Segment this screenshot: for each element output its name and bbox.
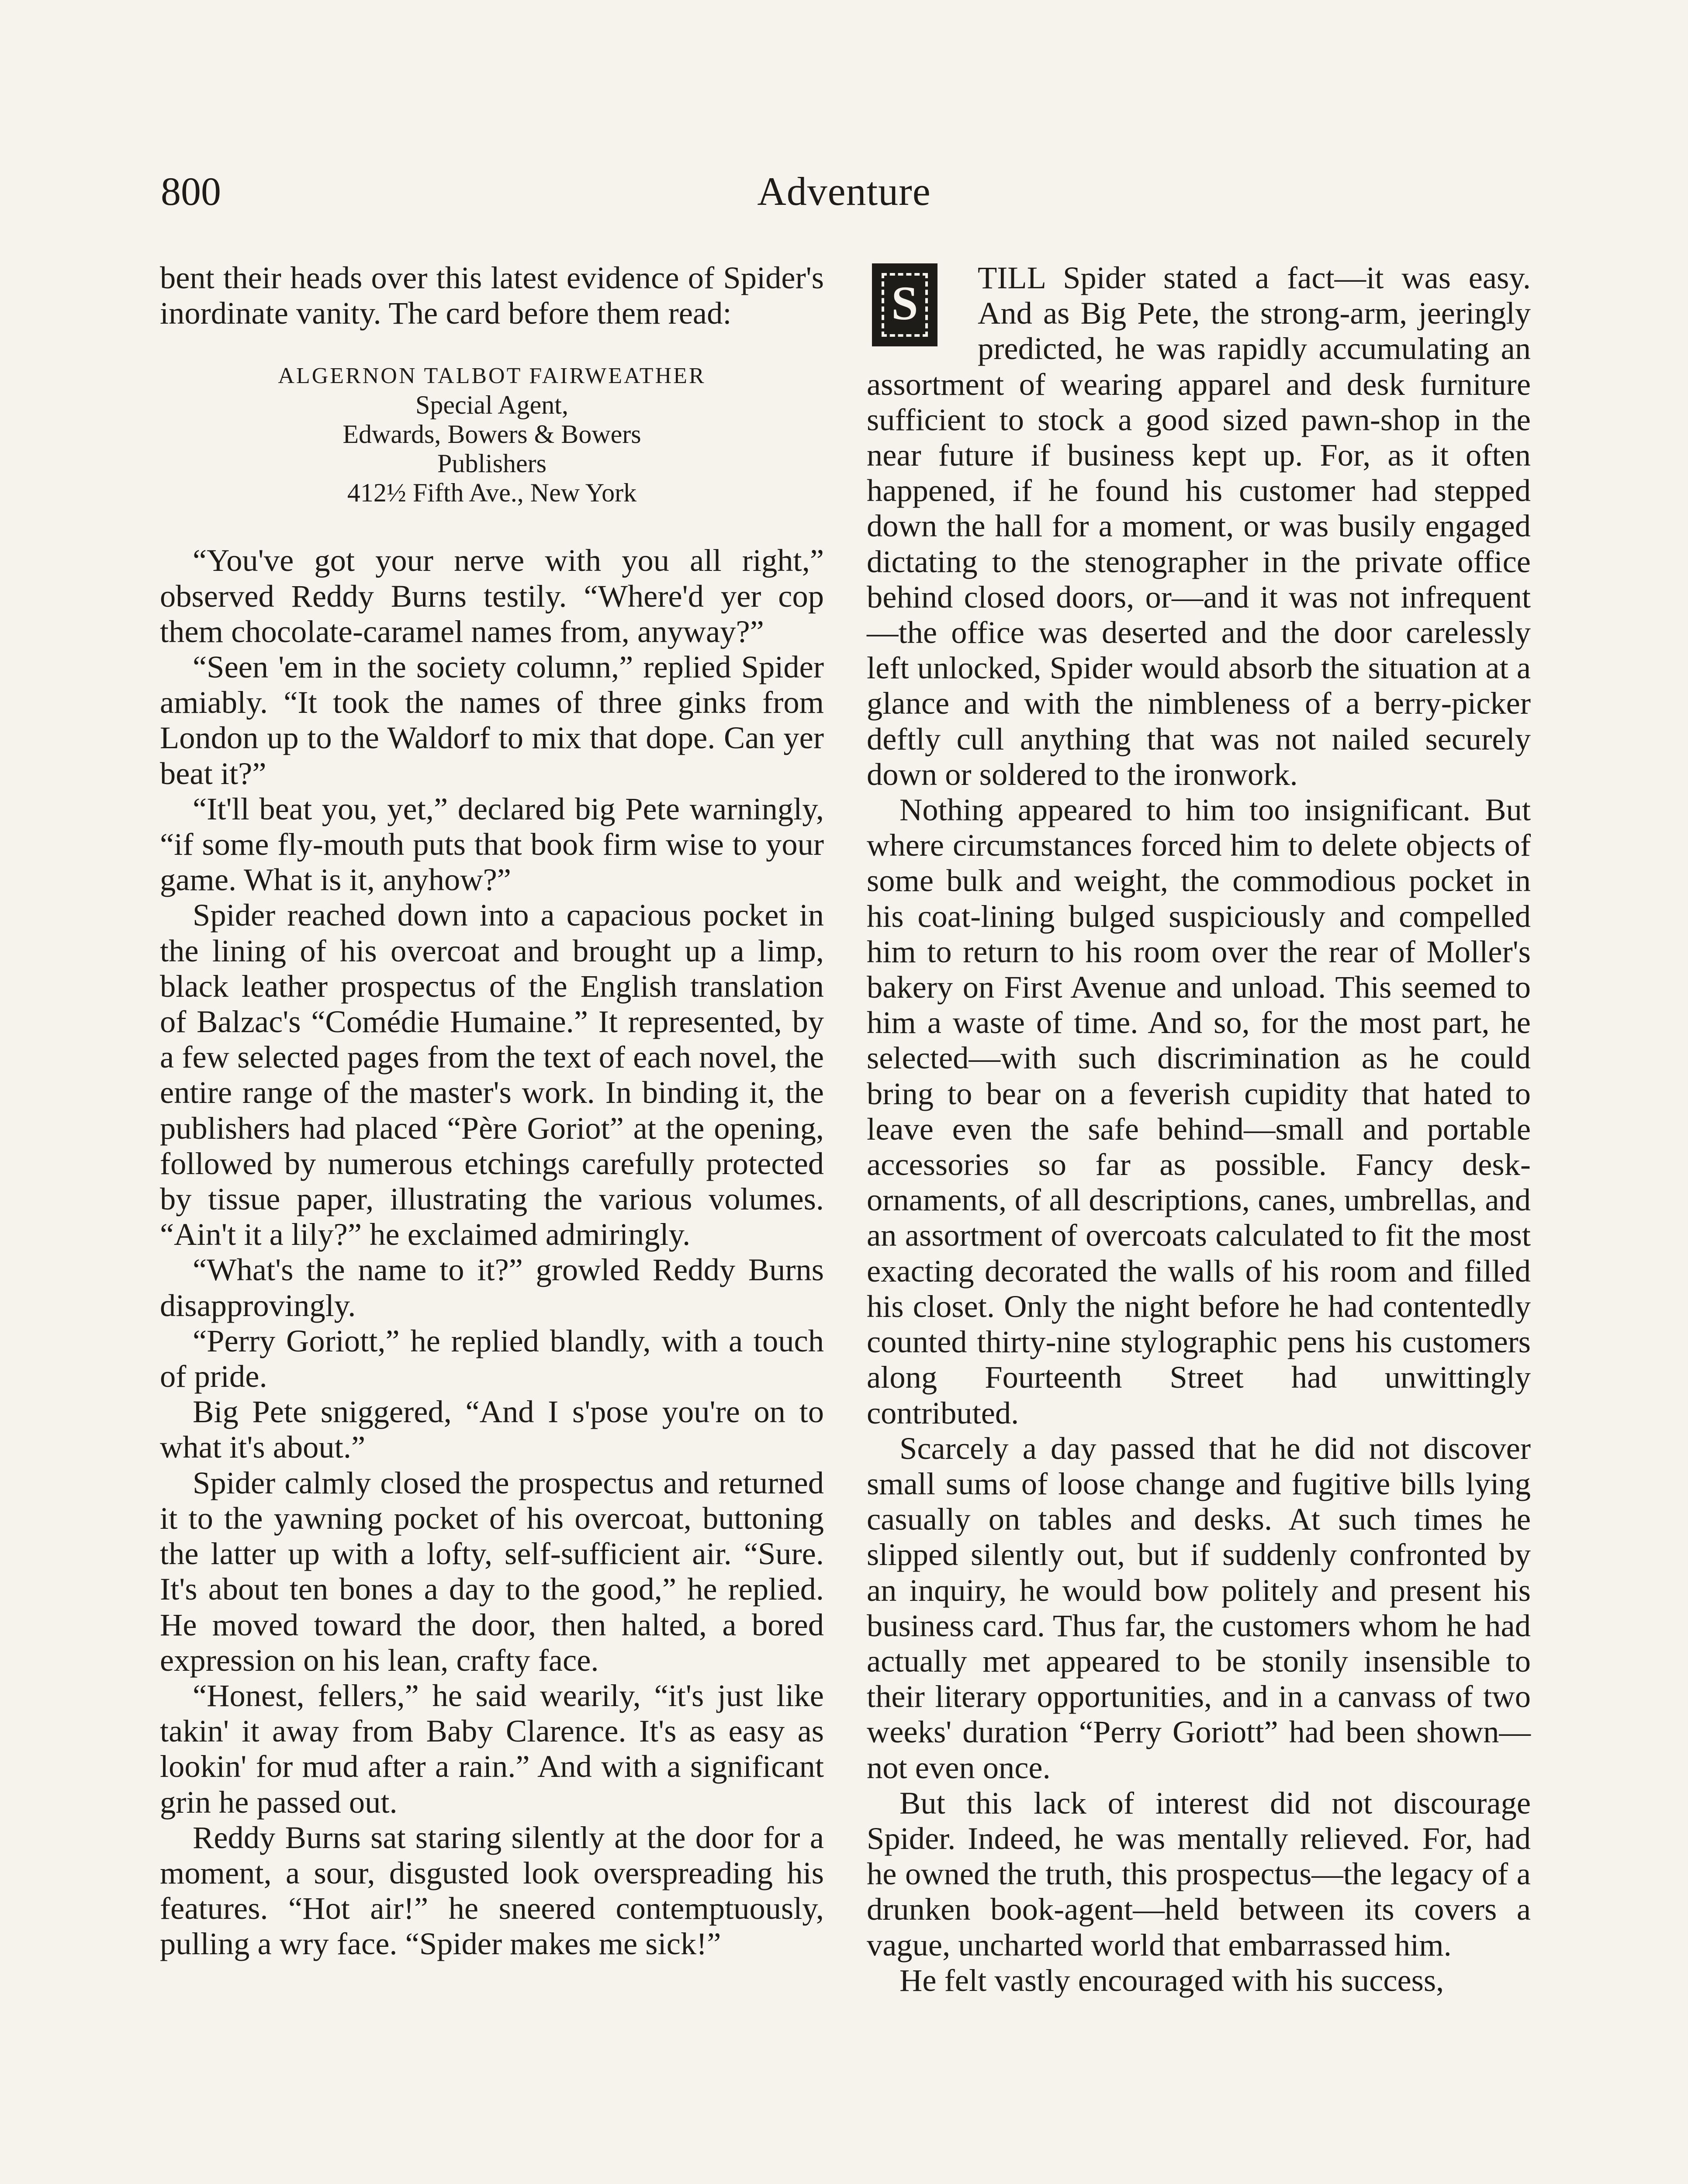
business-card: [160, 361, 824, 508]
card-title: Special Agent,: [415, 390, 568, 420]
drop-cap-letter: S: [891, 276, 918, 330]
paragraph: But this lack of interest did not discourage Spider. Indeed, he was mentally relieved. For, had he owned the truth, this prospectus—the legacy of a drunken book-agent—held between its covers a vague, uncharted world that embarrassed him.: [867, 1785, 1531, 1963]
paragraph: “Perry Goriott,” he replied blandly, with a touch of pride.: [160, 1323, 824, 1394]
paragraph: “It'll beat you, yet,” declared big Pete warningly, “if some fly-mouth puts that book firm wise to your game. What is it, anyhow?”: [160, 791, 824, 898]
page-header: [0, 168, 1688, 225]
card-address: 412½ Fifth Ave., New York: [347, 478, 637, 508]
card-role: Publishers: [437, 449, 547, 478]
paragraph: He felt vastly encouraged with his success,: [899, 1962, 1444, 1998]
right-column: [867, 260, 1531, 1998]
card-company: Edwards, Bowers & Bowers: [342, 420, 641, 449]
running-title: Adventure: [757, 169, 931, 214]
intro-paragraph: bent their heads over this latest evidence of Spider's inordinate vanity. The card before them read:: [160, 260, 824, 331]
paragraph: Reddy Burns sat staring silently at the door for a moment, a sour, disgusted look overspreading his features. “Hot air!” he sneered contemptuously, pulling a wry face. “Spider makes me sick!”: [160, 1819, 824, 1962]
paragraph: “Seen 'em in the society column,” replied Spider amiably. “It took the names of three ginks from London up to the Waldorf to mix that dope. Can yer beat it?”: [160, 649, 824, 791]
card-name: ALGERNON TALBOT FAIRWEATHER: [278, 363, 706, 389]
opening-paragraph: TILL Spider stated a fact—it was easy. And as Big Pete, the strong-arm, jeeringly predicted, he was rapidly accumulating an assortment of wearing apparel and desk furniture sufficient to stock a good sized pawn-shop in the near future if business kept up. For, as it often happened, if he found his customer had stepped down the hall for a moment, or was busily engaged dictating to the stenographer in the private office behind closed doors, or—and it was not infrequent—the office was deserted and the door carelessly left unlocked, Spider would absorb the situation at a glance and with the nimbleness of a berry-picker deftly cull anything that was not nailed securely down or soldered to the ironwork.: [867, 260, 1531, 792]
paragraph: Scarcely a day passed that he did not discover small sums of loose change and fugitive bills lying casually on tables and desks. At such times he slipped silently out, but if suddenly confronted by an inquiry, he would bow politely and present his business card. Thus far, the customers whom he had actually met appeared to be stonily insensible to their literary opportunities, and in a canvass of two weeks' duration “Perry Goriott” had been shown—not even once.: [867, 1430, 1531, 1785]
drop-cap-ornament: [872, 263, 937, 346]
paragraph: Big Pete sniggered, “And I s'pose you're on to what it's about.”: [160, 1394, 824, 1465]
paragraph: Spider reached down into a capacious pocket in the lining of his overcoat and brought up a limp, black leather prospectus of the English translation of Balzac's “Comédie Humaine.” It represented, by a few selected pages from the text of each novel, the entire range of the master's work. In binding it, the publishers had placed “Père Goriot” at the opening, followed by numerous etchings carefully protected by tissue paper, illustrating the various volumes. “Ain't it a lily?” he exclaimed admiringly.: [160, 897, 824, 1252]
opening-paragraph-block: [867, 260, 1531, 792]
paragraph: Nothing appeared to him too insignificant. But where circumstances forced him to delete objects of some bulk and weight, the commodious pocket in his coat-lining bulged suspiciously and compelled him to return to his room over the rear of Moller's bakery on First Avenue and unload. This seemed to him a waste of time. And so, for the most part, he selected—with such discrimination as he could bring to bear on a feverish cupidity that hated to leave even the safe behind—small and portable accessories so far as possible. Fancy desk-ornaments, of all descriptions, canes, umbrellas, and an assortment of overcoats calculated to fit the most exacting decorated the walls of his room and filled his closet. Only the night before he had contentedly counted thirty-nine stylographic pens his customers along Fourteenth Street had unwittingly contributed.: [867, 792, 1531, 1431]
paragraph: Spider calmly closed the prospectus and returned it to the yawning pocket of his overcoat, buttoning the latter up with a lofty, self-sufficient air. “Sure. It's about ten bones a day to the good,” he replied. He moved toward the door, then halted, a bored expression on his lean, crafty face.: [160, 1465, 824, 1678]
paragraph: “You've got your nerve with you all right,” observed Reddy Burns testily. “Where'd yer cop them chocolate-caramel names from, anyway?”: [160, 543, 824, 649]
left-column: [160, 260, 824, 1962]
paragraph: “Honest, fellers,” he said wearily, “it's just like takin' it away from Baby Clarence. It's as easy as lookin' for mud after a rain.” And with a significant grin he passed out.: [160, 1677, 824, 1820]
paragraph: “What's the name to it?” growled Reddy Burns disapprovingly.: [160, 1252, 824, 1323]
page-number: 800: [161, 169, 221, 214]
